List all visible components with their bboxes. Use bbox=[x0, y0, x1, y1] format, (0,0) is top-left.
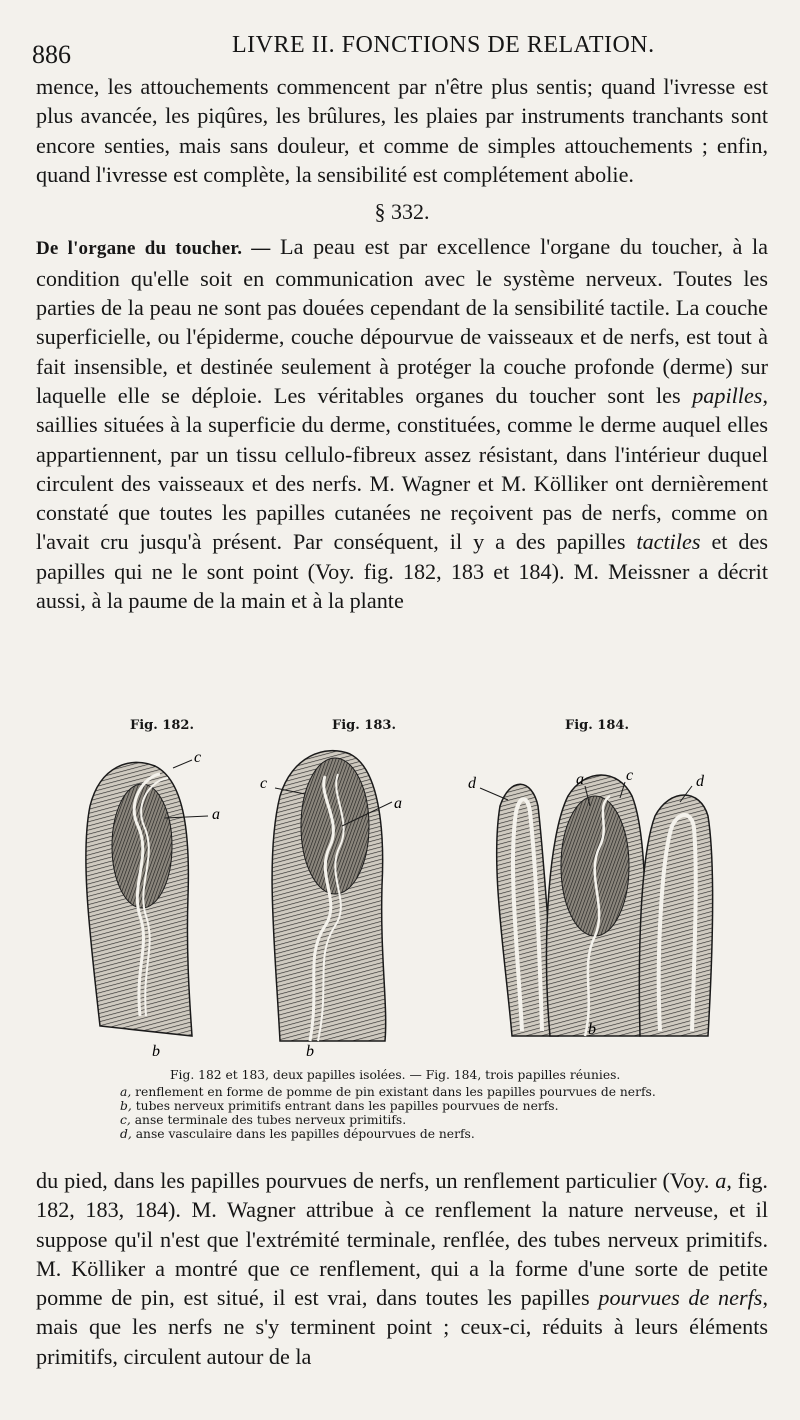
paragraph-lead-in: De l'organe du toucher. — bbox=[36, 238, 271, 260]
paragraph-3-text-c: , mais que les nerfs ne s'y terminent point ; ceux-ci, réduits à leurs éléments primitifs, circulent autour de la bbox=[36, 1285, 768, 1369]
paragraph-3 bbox=[36, 1166, 768, 1371]
caption-legend-c bbox=[120, 1113, 720, 1127]
fig-184-letter-a: a bbox=[576, 771, 584, 788]
fig-184-letter-d-left: d bbox=[468, 775, 476, 792]
fig-182-label: Fig. 182. bbox=[130, 718, 194, 733]
fig-184-letter-c: c bbox=[626, 767, 634, 784]
fig-184-letter-d-right: d bbox=[696, 773, 704, 790]
paragraph-2-text-c: et des papilles qui ne le sont point (Voy. fig. 182, 183 et 184). M. Meissner a décrit aussi, à la paume de la main et à la plante bbox=[36, 529, 768, 614]
page-header bbox=[32, 30, 760, 69]
paragraph-2-text-a: La peau est par excellence l'organe du toucher, à la condition qu'elle soit en communication avec le système nerveux. Toutes les parties de la peau ne sont pas douées cependant de la sensibilité tactile. La couche superficielle, ou l'épiderme, couche dépourvue de vaisseaux et de nerfs, est tout à fait insensible, et destinée seulement à protéger la couche profonde (derme) sur laquelle elle se déploie. Les véritables organes du toucher sont les bbox=[36, 234, 768, 408]
fig-183-letter-c: c bbox=[260, 775, 268, 792]
legend-text-a: renflement en forme de pomme de pin existant dans les papilles pourvues de nerfs. bbox=[135, 1085, 656, 1099]
section-number: § 332. bbox=[374, 199, 430, 225]
legend-key-b: b, bbox=[120, 1099, 132, 1113]
paragraph-2 bbox=[36, 232, 768, 615]
fig-184-label: Fig. 184. bbox=[565, 718, 629, 733]
legend-key-c: c, bbox=[120, 1113, 131, 1127]
text-block-top bbox=[36, 72, 768, 615]
legend-text-b: tubes nerveux primitifs entrant dans les papilles pourvues de nerfs. bbox=[135, 1099, 559, 1113]
fig-183-letter-a: a bbox=[394, 795, 402, 812]
papillae-illustration bbox=[80, 716, 750, 1061]
italic-tactiles: tactiles bbox=[636, 529, 701, 555]
paragraph-2-text-b: , saillies situées à la superficie du derme, constituées, comme le derme auquel elles appartiennent, par un tissu cellulo-fibreux assez résistant, dans l'intérieur duquel circulent des vaisseaux et des nerfs. M. Wagner et M. Kölliker ont dernièrement constaté que toutes les papilles cutanées ne reçoivent pas de nerfs, comme on l'avait cru jusqu'à présent. Par conséquent, il y a des papilles bbox=[36, 382, 768, 555]
running-head: LIVRE II. FONCTIONS DE RELATION. bbox=[232, 32, 655, 58]
paragraph-1: mence, les attouchements commencent par n'être plus sentis; quand l'ivresse est plus avancée, les piqûres, les brûlures, les plaies par instruments tranchants sont encore senties, mais sans douleur, et comme de simples attouchements ; enfin, quand l'ivresse est complète, la sensibilité est complétement abolie. bbox=[36, 74, 768, 187]
legend-key-a: a, bbox=[120, 1085, 132, 1099]
text-block-bottom bbox=[36, 1166, 768, 1371]
figure-184-papillae bbox=[468, 767, 713, 1038]
caption-legend-b bbox=[120, 1099, 720, 1113]
figure-182-papilla bbox=[86, 749, 220, 1060]
legend-key-d: d, bbox=[120, 1127, 132, 1141]
italic-pourvues: pourvues de nerfs bbox=[598, 1285, 763, 1311]
fig-183-letter-b: b bbox=[306, 1043, 314, 1060]
figure-183-papilla bbox=[260, 751, 402, 1060]
italic-papilles: papilles bbox=[692, 382, 763, 408]
paragraph-3-text-b: , fig. 182, 183, 184). M. Wagner attribue à ce renflement la nature nerveuse, et il suppose qu'il n'est que l'extrémité terminale, renflée, des tubes nerveux primitifs. M. Kölliker a montré que ce renflement, qui a la forme d'une sorte de petite pomme de pin, est situé, il est vrai, dans toutes les papilles bbox=[36, 1168, 768, 1311]
fig-183-label: Fig. 183. bbox=[332, 718, 396, 733]
fig-182-letter-a: a bbox=[212, 806, 220, 823]
legend-text-d: anse vasculaire dans les papilles dépourvues de nerfs. bbox=[135, 1127, 475, 1141]
fig-182-letter-c: c bbox=[194, 749, 202, 766]
caption-main: Fig. 182 et 183, deux papilles isolées. — Fig. 184, trois papilles réunies. bbox=[170, 1068, 621, 1082]
fig-182-letter-b: b bbox=[152, 1043, 160, 1060]
caption-legend-d bbox=[120, 1127, 720, 1141]
figure-plate bbox=[80, 716, 750, 1061]
caption-legend-a bbox=[120, 1085, 720, 1099]
figure-caption bbox=[120, 1068, 720, 1141]
fig-184-letter-b: b bbox=[588, 1021, 596, 1038]
legend-text-c: anse terminale des tubes nerveux primitifs. bbox=[134, 1113, 407, 1127]
page-number: 886 bbox=[32, 40, 71, 69]
italic-a: a bbox=[715, 1168, 727, 1193]
paragraph-3-text-a: du pied, dans les papilles pourvues de nerfs, un renflement particulier (Voy. bbox=[36, 1168, 716, 1193]
